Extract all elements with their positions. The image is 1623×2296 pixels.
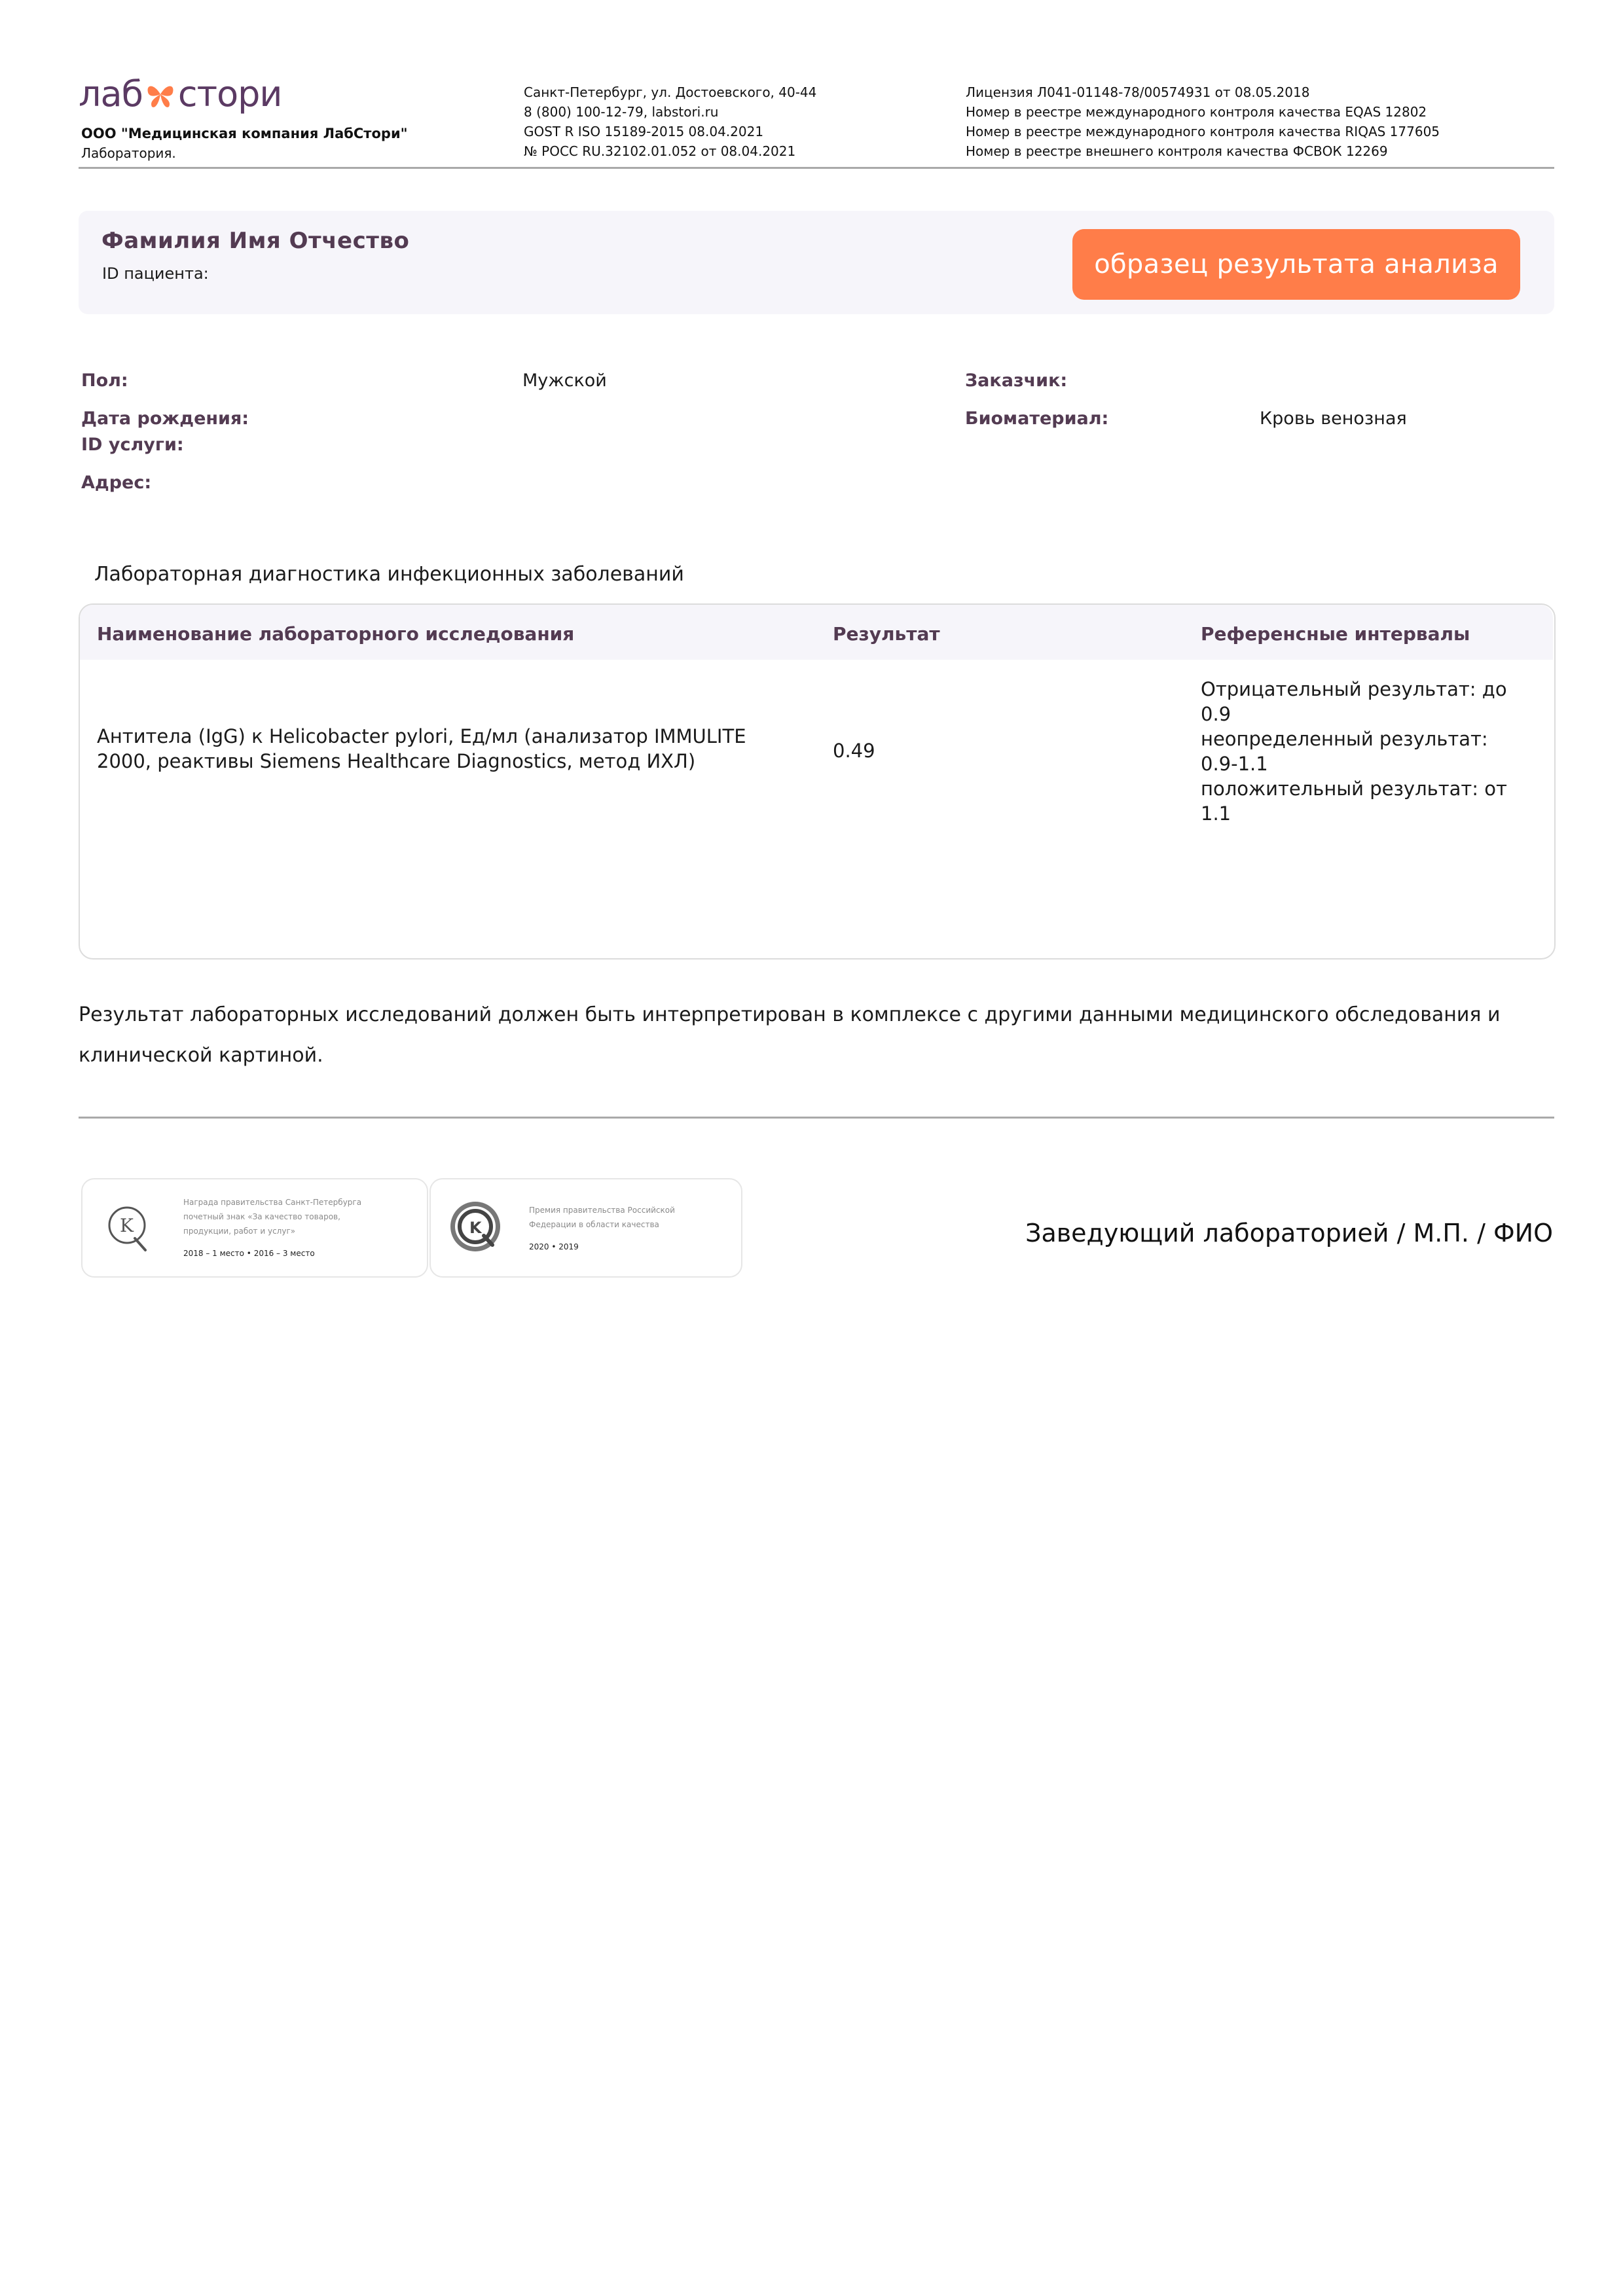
phone-line: 8 (800) 100-12-79, labstori.ru xyxy=(524,104,719,120)
biomaterial-label: Биоматериал: xyxy=(965,408,1109,429)
award-text-line: почетный знак «За качество товаров, xyxy=(183,1212,340,1221)
signature-line: Заведующий лабораторией / М.П. / ФИО xyxy=(1025,1219,1553,1247)
column-header-result: Результат xyxy=(833,623,940,645)
patient-id-label: ID пациента: xyxy=(102,264,209,283)
birth-date-label: Дата рождения: xyxy=(81,408,249,429)
footer-divider xyxy=(79,1117,1554,1119)
fsvok-line: Номер в реестре внешнего контроля качества ФСВОК 12269 xyxy=(966,143,1388,159)
logo-text-part1: лаб xyxy=(79,73,143,115)
award-years: 2018 – 1 место • 2016 – 3 место xyxy=(183,1249,315,1258)
ross-line: № РОСС RU.32102.01.052 от 08.04.2021 xyxy=(524,143,796,159)
sex-label: Пол: xyxy=(81,370,128,391)
riqas-line: Номер в реестре международного контроля качества RIQAS 177605 xyxy=(966,124,1440,139)
contact-block xyxy=(524,82,816,161)
header-divider xyxy=(79,167,1554,169)
svg-text:K: K xyxy=(120,1215,134,1236)
column-header-reference: Референсные интервалы xyxy=(1201,623,1470,645)
award-years: 2020 • 2019 xyxy=(529,1242,579,1251)
interpretation-note xyxy=(79,995,1554,1076)
award-text-line: продукции, работ и услуг» xyxy=(183,1227,296,1236)
address-line: Санкт-Петербург, ул. Достоевского, 40-44 xyxy=(524,84,817,100)
biomaterial-value: Кровь венозная xyxy=(1260,408,1407,429)
reference-line: неопределенный результат: xyxy=(1201,728,1488,750)
test-name-line: 2000, реактивы Siemens Healthcare Diagnostics, метод ИХЛ) xyxy=(97,750,696,772)
column-header-name: Наименование лабораторного исследования xyxy=(97,623,575,645)
company-name: ООО "Медицинская компания ЛабСтори" xyxy=(81,126,408,141)
test-name-line: Антитела (IgG) к Helicobacter pylori, Ед/мл (анализатор IMMULITE xyxy=(97,725,746,747)
logo-butterfly-icon xyxy=(144,78,177,111)
section-title: Лабораторная диагностика инфекционных заболеваний xyxy=(94,563,684,586)
address-label: Адрес: xyxy=(81,473,152,493)
customer-label: Заказчик: xyxy=(965,370,1068,391)
award-badge-rf xyxy=(429,1178,742,1278)
sample-result-badge: образец результата анализа xyxy=(1072,229,1520,300)
reference-line: 1.1 xyxy=(1201,802,1231,825)
quality-seal-icon xyxy=(106,1202,151,1254)
reference-line: 0.9-1.1 xyxy=(1201,753,1268,775)
gost-line: GOST R ISO 15189-2015 08.04.2021 xyxy=(524,124,764,139)
note-line: Результат лабораторных исследований должен быть интерпретирован в комплексе с другими данными медицинского обследования и xyxy=(79,1003,1501,1026)
eqas-line: Номер в реестре международного контроля качества EQAS 12802 xyxy=(966,104,1427,120)
award-text-line: Премия правительства Российской xyxy=(529,1206,675,1215)
reference-line: 0.9 xyxy=(1201,703,1231,725)
award-badge-spb xyxy=(81,1178,428,1278)
test-result: 0.49 xyxy=(833,740,875,762)
license-line: Лицензия Л041-01148-78/00574931 от 08.05.2018 xyxy=(966,84,1310,100)
test-name xyxy=(97,724,746,774)
license-block xyxy=(966,82,1440,161)
labstori-logo xyxy=(79,73,282,115)
reference-line: Отрицательный результат: до xyxy=(1201,678,1507,700)
company-subtitle: Лаборатория. xyxy=(81,145,176,161)
reference-line: положительный результат: от xyxy=(1201,778,1507,800)
logo-text-part2: стори xyxy=(177,73,282,115)
test-reference xyxy=(1201,677,1507,826)
svg-text:K: K xyxy=(469,1219,482,1237)
note-line: клинической картиной. xyxy=(79,1044,323,1067)
sex-value: Мужской xyxy=(522,370,607,391)
award-text-line: Федерации в области качества xyxy=(529,1220,659,1229)
patient-name: Фамилия Имя Отчество xyxy=(101,228,410,254)
government-prize-icon xyxy=(448,1199,503,1254)
award-text-line: Награда правительства Санкт-Петербурга xyxy=(183,1198,362,1207)
service-id-label: ID услуги: xyxy=(81,435,184,455)
